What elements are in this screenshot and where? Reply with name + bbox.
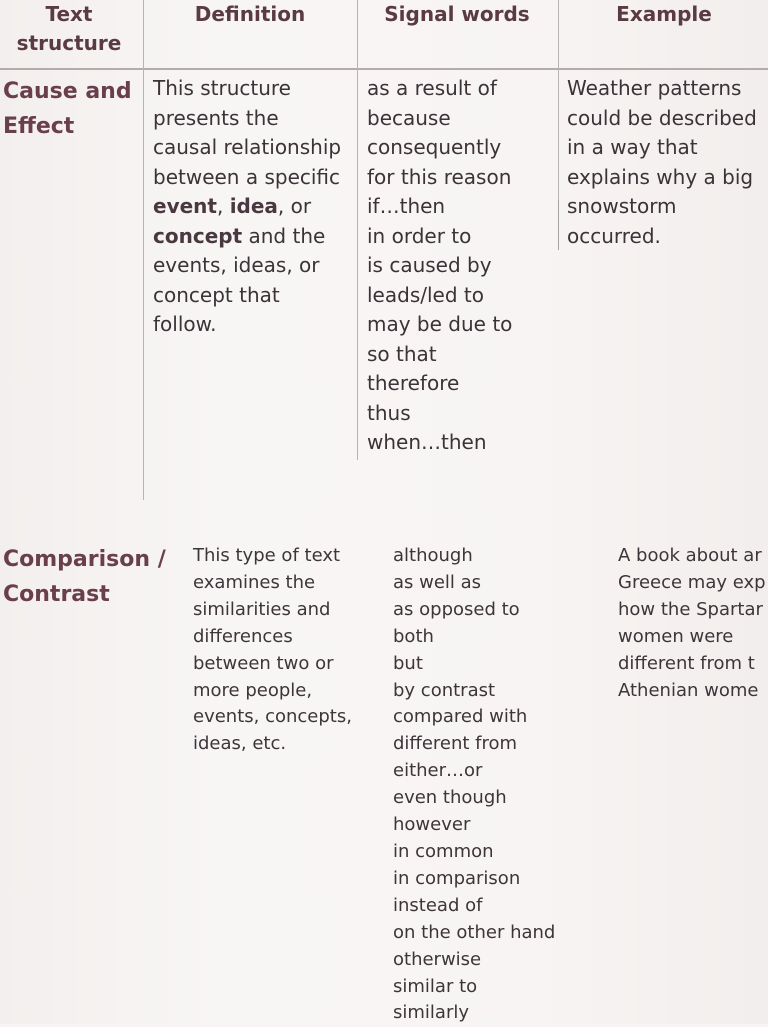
definition-line: between a specific xyxy=(153,164,341,189)
definition-line: follow. xyxy=(153,312,217,336)
signal-word: on the other hand xyxy=(393,921,556,943)
signal-word: even though xyxy=(393,787,507,809)
example-line: explains why a big xyxy=(567,164,754,189)
header-definition: Definition xyxy=(194,2,306,26)
signal-word: thus xyxy=(367,400,411,425)
row-comparison-contrast-example xyxy=(618,543,768,704)
definition-line: presents the xyxy=(153,105,279,130)
definition-line: differences xyxy=(193,625,293,647)
definition-line: causal relationship xyxy=(153,135,342,159)
definition-line: similarities and xyxy=(193,598,331,620)
example-line: snowstorm xyxy=(567,194,677,218)
signal-word: if…then xyxy=(367,194,446,218)
example-line: A book about ar xyxy=(618,545,762,566)
example-line: Weather patterns xyxy=(567,76,742,100)
header-divider xyxy=(0,68,768,70)
definition-separator: , or xyxy=(277,194,312,218)
definition-text: and the xyxy=(242,223,326,248)
signal-word: in common xyxy=(393,840,494,862)
definition-line: This structure xyxy=(153,76,291,100)
example-line: women were xyxy=(618,625,734,647)
definition-line xyxy=(153,192,341,222)
signal-word: both xyxy=(393,625,434,647)
definition-line: events, concepts, xyxy=(193,706,352,728)
signal-word: is caused by xyxy=(367,253,492,277)
row-cause-effect-heading-line1: Cause and xyxy=(3,79,132,104)
definition-line: This type of text xyxy=(193,545,341,566)
definition-keyword-concept: concept xyxy=(153,223,243,248)
signal-word: although xyxy=(393,545,473,566)
row-cause-effect-definition xyxy=(153,74,341,340)
header-text-structure xyxy=(0,0,138,58)
row-comparison-contrast-heading xyxy=(3,542,166,612)
signal-word: as a result of xyxy=(367,76,497,100)
example-line: Greece may exp xyxy=(618,571,766,593)
row-comparison-contrast-heading-line2: Contrast xyxy=(3,582,110,607)
signal-word: in order to xyxy=(367,223,472,248)
row-comparison-contrast-definition xyxy=(193,543,352,758)
signal-word: so that xyxy=(367,341,437,366)
header-text-structure-line1: Text xyxy=(45,2,93,26)
definition-line: between two or xyxy=(193,652,334,674)
signal-word: may be due to xyxy=(367,312,513,336)
signal-word: instead of xyxy=(393,894,483,916)
example-line: Athenian wome xyxy=(618,679,759,701)
example-line: how the Spartar xyxy=(618,598,763,620)
signal-word: leads/led to xyxy=(367,282,484,307)
example-line: occurred. xyxy=(567,223,661,248)
header-signal-words: Signal words xyxy=(384,2,530,26)
signal-word: as opposed to xyxy=(393,598,520,620)
definition-line: more people, xyxy=(193,679,313,701)
signal-word: because xyxy=(367,105,451,130)
definition-line: concept that xyxy=(153,282,280,307)
row-cause-effect-heading xyxy=(3,74,132,144)
signal-word: therefore xyxy=(367,371,460,395)
signal-word: as well as xyxy=(393,571,482,593)
column-divider-1 xyxy=(143,0,144,500)
row-comparison-contrast-signal-words xyxy=(393,543,555,1027)
signal-word: either…or xyxy=(393,760,483,782)
column-divider-3-tick xyxy=(558,200,559,250)
signal-word: similar to xyxy=(393,975,478,997)
row-cause-effect-example xyxy=(567,74,757,251)
example-line: different from t xyxy=(618,652,755,674)
signal-word: but xyxy=(393,652,423,674)
header-example: Example xyxy=(616,2,712,26)
example-line: could be described xyxy=(567,105,757,130)
definition-keyword-idea: idea xyxy=(229,194,278,218)
signal-word: in comparison xyxy=(393,867,521,889)
definition-line: events, ideas, or xyxy=(153,253,320,277)
example-line: in a way that xyxy=(567,135,698,159)
definition-line: examines the xyxy=(193,571,316,593)
signal-word: similarly xyxy=(393,1002,469,1024)
definition-separator: , xyxy=(216,194,230,218)
row-cause-effect-signal-words xyxy=(367,74,512,458)
column-divider-2 xyxy=(357,0,358,460)
signal-word: for this reason xyxy=(367,164,512,189)
row-comparison-contrast-heading-line1: Comparison / xyxy=(3,547,166,572)
row-cause-effect-heading-line2: Effect xyxy=(3,114,75,139)
signal-word: different from xyxy=(393,733,518,755)
header-text-structure-line2: structure xyxy=(16,31,122,55)
signal-word: when…then xyxy=(367,430,487,454)
signal-word: by contrast xyxy=(393,679,496,701)
definition-line: ideas, etc. xyxy=(193,733,287,755)
signal-word: however xyxy=(393,814,471,836)
signal-word: consequently xyxy=(367,135,502,159)
signal-word: compared with xyxy=(393,706,528,728)
definition-keyword-event: event xyxy=(153,194,217,218)
definition-line xyxy=(153,222,341,252)
signal-word: otherwise xyxy=(393,948,482,970)
